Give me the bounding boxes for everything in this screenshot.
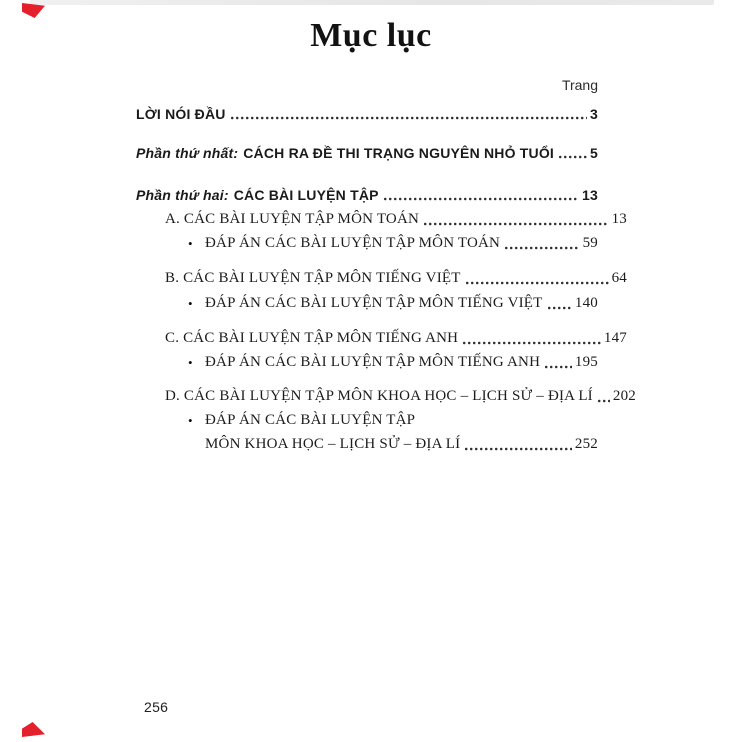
toc-entry-label: C. CÁC BÀI LUYỆN TẬP MÔN TIẾNG ANH (165, 330, 459, 346)
toc-entry-answers-c (188, 354, 598, 371)
toc-entry-page: 202 (612, 388, 636, 404)
toc-entry-page: 252 (574, 436, 598, 452)
toc-entry-label: CÁC BÀI LUYỆN TẬP (233, 187, 379, 203)
toc-entry-label: ĐÁP ÁN CÁC BÀI LUYỆN TẬP (205, 412, 416, 428)
toc-entry-label: ĐÁP ÁN CÁC BÀI LUYỆN TẬP MÔN TIẾNG VIỆT (205, 295, 543, 311)
toc-entry-page: 13 (582, 187, 598, 203)
dot-leader (231, 116, 587, 120)
dot-leader (598, 399, 610, 403)
toc-entry-section-d (136, 388, 636, 405)
toc-entry-answers-a (188, 235, 598, 252)
toc-entry-prefix: Phần thứ nhất: (136, 145, 239, 161)
dot-leader (465, 447, 572, 451)
bullet-icon: • (188, 413, 193, 429)
toc-entry-answers-d-line1 (188, 412, 598, 429)
toc-entry-section-b (136, 270, 627, 287)
toc-entry-phan-thu-nhat (136, 145, 598, 161)
toc-entry-page: 59 (582, 235, 598, 251)
bullet-icon: • (188, 236, 193, 252)
toc-entry-label: B. CÁC BÀI LUYỆN TẬP MÔN TIẾNG VIỆT (165, 270, 461, 286)
toc-entry-label: CÁCH RA ĐỀ THI TRẠNG NGUYÊN NHỎ TUỔI (243, 145, 555, 161)
toc-entry-label: MÔN KHOA HỌC – LỊCH SỬ – ĐỊA LÍ (205, 436, 461, 452)
dot-leader (559, 155, 587, 159)
toc-entry-label: ĐÁP ÁN CÁC BÀI LUYỆN TẬP MÔN TOÁN (205, 235, 501, 251)
footer-page-number: 256 (144, 699, 169, 715)
toc-entry-answers-d-line2 (205, 436, 598, 453)
toc-entry-prefix: Phần thứ hai: (136, 187, 229, 203)
toc-entry-answers-b (188, 295, 598, 312)
page-column-header: Trang (561, 77, 598, 93)
toc-entry-section-c (136, 330, 627, 347)
dot-leader (466, 281, 609, 285)
dot-leader (545, 365, 572, 369)
toc-entry-section-a (136, 211, 627, 228)
toc-entry-page: 147 (603, 330, 627, 346)
toc-entry-phan-thu-hai (136, 187, 598, 203)
toc-entry-page: 3 (590, 106, 598, 122)
scan-edge-strip (30, 0, 714, 5)
red-corner-mark-bottom (22, 722, 45, 737)
toc-entry-page: 195 (574, 354, 598, 370)
red-corner-mark-top (22, 3, 45, 18)
toc-entry-page: 64 (611, 270, 627, 286)
dot-leader (463, 341, 601, 345)
toc-entry-page: 140 (574, 295, 598, 311)
toc-entry-label: LỜI NÓI ĐẦU (136, 106, 226, 122)
toc-entry-loi-noi-dau (136, 106, 598, 122)
bullet-icon: • (188, 296, 193, 312)
page-title: Mục lục (310, 17, 432, 54)
toc-entry-page: 5 (590, 145, 598, 161)
bullet-icon: • (188, 355, 193, 371)
toc-entry-label: D. CÁC BÀI LUYỆN TẬP MÔN KHOA HỌC – LỊCH SỬ – ĐỊA LÍ (165, 388, 593, 404)
toc-entry-label: A. CÁC BÀI LUYỆN TẬP MÔN TOÁN (165, 211, 420, 227)
toc-entry-label: ĐÁP ÁN CÁC BÀI LUYỆN TẬP MÔN TIẾNG ANH (205, 354, 541, 370)
dot-leader (548, 306, 572, 310)
dot-leader (424, 222, 609, 226)
dot-leader (505, 246, 580, 250)
toc-entry-page: 13 (611, 211, 627, 227)
dot-leader (384, 197, 579, 201)
